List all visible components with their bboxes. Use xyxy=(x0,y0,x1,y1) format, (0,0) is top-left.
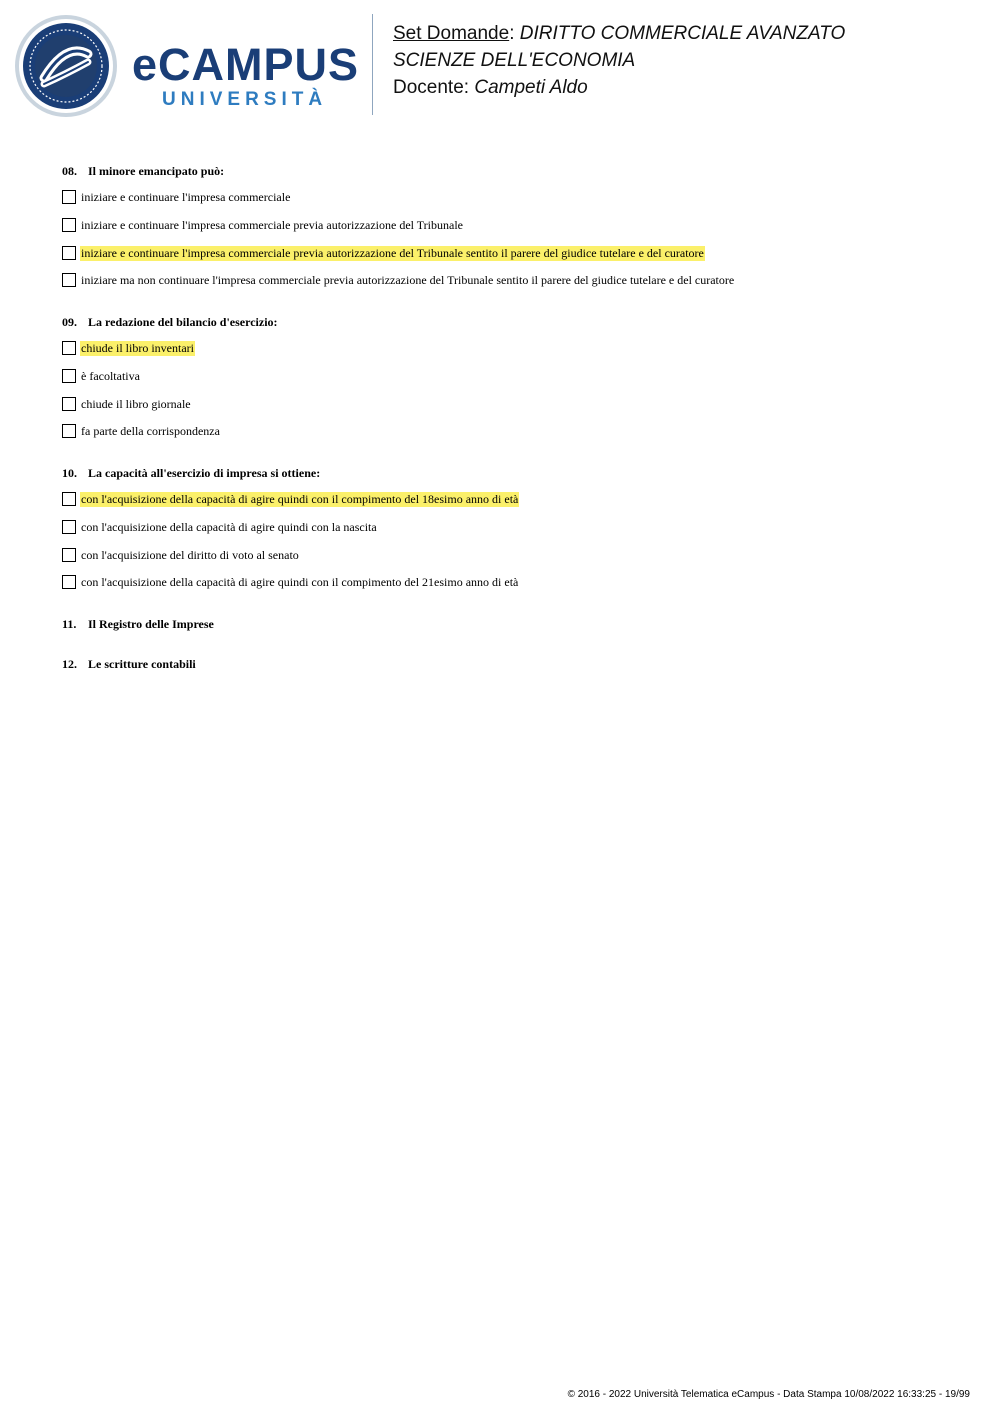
answer-checkbox[interactable] xyxy=(62,190,76,204)
answer-checkbox[interactable] xyxy=(62,246,76,260)
university-seal-icon xyxy=(14,14,118,118)
option-text: con l'acquisizione della capacità di agire quindi con il compimento del 21esimo anno di età xyxy=(81,575,519,589)
answer-checkbox[interactable] xyxy=(62,520,76,534)
option-text-highlighted: con l'acquisizione della capacità di agire quindi con il compimento del 18esimo anno di età xyxy=(81,492,519,506)
answer-checkbox[interactable] xyxy=(62,575,76,589)
brand-subtitle: UNIVERSITÀ xyxy=(162,89,328,110)
header-set-line: Set Domande: DIRITTO COMMERCIALE AVANZATO xyxy=(393,23,846,44)
question-12 xyxy=(62,657,196,672)
teacher-label: Docente xyxy=(393,77,464,98)
question-number: 10. xyxy=(62,466,77,480)
question-number: 09. xyxy=(62,315,77,329)
ecampus-logo xyxy=(14,14,360,118)
answer-checkbox[interactable] xyxy=(62,218,76,232)
header-teacher-line: Docente: Campeti Aldo xyxy=(393,77,588,98)
answer-checkbox[interactable] xyxy=(62,548,76,562)
page-footer: © 2016 - 2022 Università Telematica eCampus - Data Stampa 10/08/2022 16:33:25 - 19/99 xyxy=(567,1389,970,1400)
option-text: con l'acquisizione della capacità di agire quindi con la nascita xyxy=(81,520,377,534)
question-number: 08. xyxy=(62,164,77,178)
question-text: La redazione del bilancio d'esercizio: xyxy=(88,315,278,329)
question-text: La capacità all'esercizio di impresa si ottiene: xyxy=(88,466,321,480)
question-number: 12. xyxy=(62,657,77,671)
course-title: DIRITTO COMMERCIALE AVANZATO xyxy=(519,23,846,44)
answer-checkbox[interactable] xyxy=(62,369,76,383)
faculty-name: SCIENZE DELL'ECONOMIA xyxy=(393,50,636,71)
answer-checkbox[interactable] xyxy=(62,397,76,411)
answer-checkbox[interactable] xyxy=(62,341,76,355)
option-text: con l'acquisizione del diritto di voto al senato xyxy=(81,548,299,562)
option-text: iniziare e continuare l'impresa commerciale previa autorizzazione del Tribunale xyxy=(81,218,463,232)
question-09 xyxy=(62,315,278,330)
option-text: è facoltativa xyxy=(81,369,140,383)
answer-checkbox[interactable] xyxy=(62,492,76,506)
question-08 xyxy=(62,164,224,179)
header-divider xyxy=(372,14,373,115)
option-text-highlighted: chiude il libro inventari xyxy=(81,341,194,355)
question-text: Il minore emancipato può: xyxy=(88,164,225,178)
option-text-highlighted: iniziare e continuare l'impresa commerciale previa autorizzazione del Tribunale sentito il parere del giudice tutelare e del curatore xyxy=(81,246,704,260)
teacher-name: Campeti Aldo xyxy=(474,77,588,98)
option-text: chiude il libro giornale xyxy=(81,397,191,411)
answer-checkbox[interactable] xyxy=(62,424,76,438)
question-number: 11. xyxy=(62,617,77,631)
answer-checkbox[interactable] xyxy=(62,273,76,287)
question-text: Il Registro delle Imprese xyxy=(88,617,214,631)
set-label: Set Domande xyxy=(393,23,510,44)
question-11 xyxy=(62,617,214,632)
option-text: iniziare ma non continuare l'impresa commerciale previa autorizzazione del Tribunale sentito il parere del giudice tutelare e del curatore xyxy=(81,273,735,287)
option-text: iniziare e continuare l'impresa commerciale xyxy=(81,190,291,204)
question-text: Le scritture contabili xyxy=(88,657,196,671)
brand-wordmark: eCAMPUS xyxy=(132,39,360,90)
option-text: fa parte della corrispondenza xyxy=(81,424,220,438)
question-10 xyxy=(62,466,320,481)
